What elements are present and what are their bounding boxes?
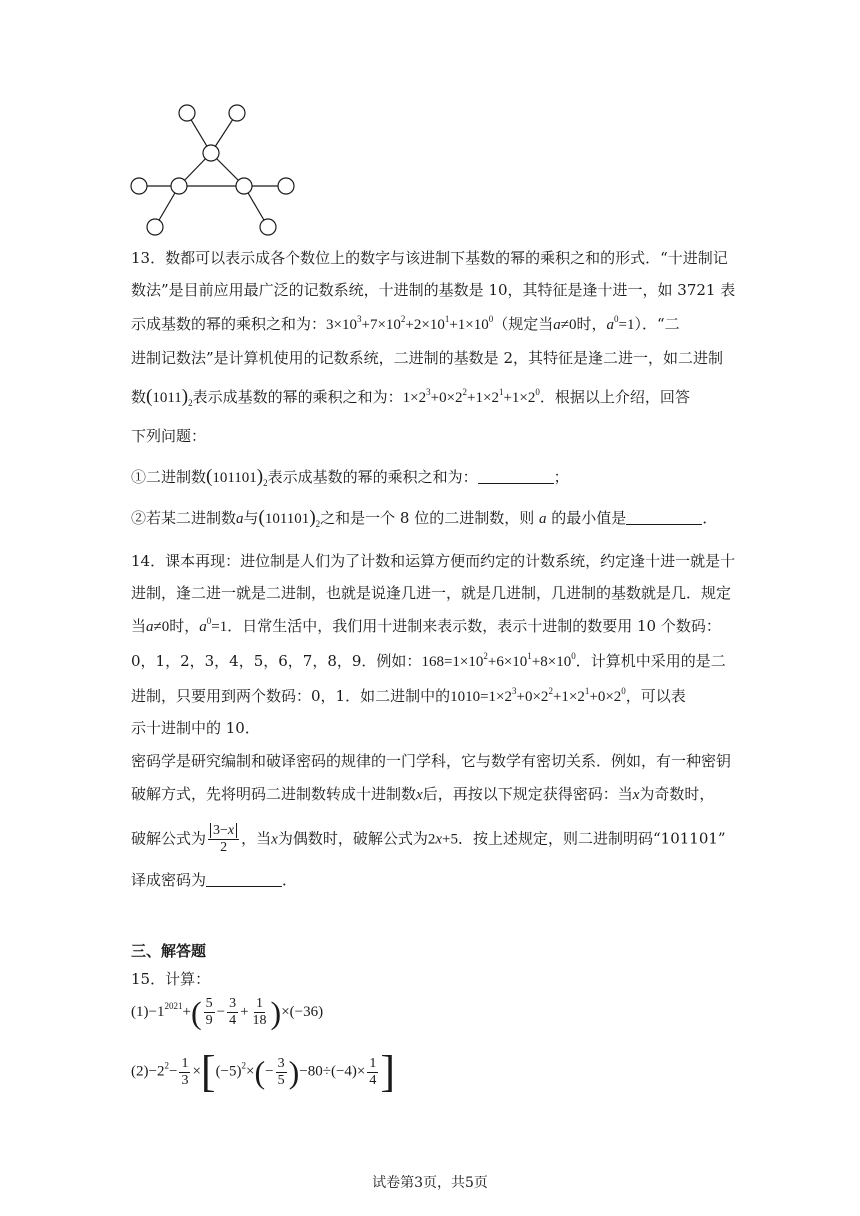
math-expression: x [632,787,640,803]
part-label: (1) [131,1003,149,1020]
graph-node [179,105,195,121]
graph-node [236,178,252,194]
q14-text: 破解方式，先将明码二进制数转成十进制数 [131,785,417,803]
q14-text: 进制，只要用到两个数码：0，1．如二进制中的 [131,687,451,705]
q13-text: 表示成基数的幂的乘积之和为： [192,388,403,406]
math-expression: a≠0 [146,619,170,635]
math-expression: $1010=1\times 2^3+0\times 2^2+1\times 2^1+0\times 2^0$ [450,686,626,705]
q13-text: 与 [243,509,259,527]
answer-blank[interactable] [206,872,282,887]
q14-line-5 [131,685,686,708]
graph-node [229,105,245,121]
q14-line-8 [131,783,714,806]
q13-text: 数 [131,388,147,406]
q13-text: 示成基数的幂的乘积之和为： [131,315,327,333]
q14-line-3 [131,615,721,638]
q13-text: ； [553,468,569,486]
graph-node [171,178,187,194]
page-footer: 试卷第3页，共5页 [372,1175,488,1191]
math-expression: 2x+5 [427,831,458,848]
fraction: $\frac{3-x}{2}$ [208,823,239,856]
math-expression: $3\times 10^3+7\times 10^2+2\times 10^1+1\times 10^0$ [326,314,494,333]
q14-text: ．日常生活中，我们用十进制来表示数，表示十进制的数要用 10 个数码： [227,617,721,635]
q14-text: 为奇数时， [639,785,715,803]
graph-node [260,219,276,235]
q13-text: （规定当 [493,315,554,333]
q13-text: 的最小值是 [551,509,627,527]
part-label: (2) [131,1063,149,1080]
q13-line-1: 13．数都可以表示成各个数位上的数字与该进制下基数的幂的乘积之和的形式．“十进制记 [131,249,728,267]
q13-sub-2 [131,507,717,530]
q14-text: 当 [131,617,147,635]
graph-node [203,145,219,161]
q14-text: 时， [169,617,200,635]
q13-text: 表示成基数的幂的乘积之和为： [267,468,478,486]
graph-node [147,219,163,235]
q13-line-2: 数法”是目前应用最广泛的记数系统，十进制的基数是 10，其特征是逢十进一，如 3721 表 [131,281,736,299]
q13-line-4: 进制记数法”是计算机使用的记数系统，二进制的基数是 2，其特征是逢二进一，如二进制 [131,349,723,367]
q14-text: ． [282,871,298,889]
q14-line-1: 14．课本再现：进位制是人们为了计数和运算方便而约定的计数系统，约定逢十进一就是十 [131,552,736,570]
graph-node [278,178,294,194]
q14-text: 为偶数时，破解公式为 [277,829,428,848]
math-expression: $1\times 2^3+0\times 2^2+1\times 2^1+1\times 2^0$ [402,387,540,406]
q14-text: 0，1，2，3，4，5，6，7，8，9．例如： [131,652,422,670]
q13-text: ． [702,509,718,527]
q14-text: ，可以表 [625,687,686,705]
answer-blank[interactable] [626,510,702,525]
math-expression: x [416,787,423,803]
math-expression: $a^0=1$ [199,616,228,635]
q13-sub-1 [131,466,569,489]
q13-text: ．根据以上介绍，回答 [539,388,690,406]
q13-text: 时， [576,315,607,333]
q14-text: 译成密码为 [131,871,207,889]
q14-text: 后，再按以下规定获得密码：当 [422,785,633,803]
math-expression: a [539,511,547,527]
q13-text: ①二进制数 [131,468,207,486]
answer-blank[interactable] [478,469,554,484]
math-expression: $a^0=1$ [606,314,635,333]
q14-line-7: 密码学是研究编制和破译密码的规律的一门学科，它与数学有密切关系．例如，有一种密钥 [131,752,732,770]
graph-figure [125,95,305,240]
q13-line-6: 下列问题： [131,427,207,445]
q15-part-1: $(1)-1^{2021}+$( $\frac{5}{9}$ − $\frac{3}{4}$ + $\frac{1}{18}$ )×(−36) [131,994,324,1031]
q13-line-3 [131,313,680,336]
q14-line-9 [131,823,726,856]
q13-text: ）．“二 [634,315,680,333]
q14-text: ．计算机中采用的是二 [575,652,726,670]
math-expression: $168=1\times 10^2+6\times 10^1+8\times 10^0$ [421,651,576,670]
math-expression: a [236,511,244,527]
math-expression: x [271,831,278,848]
q14-line-2: 进制，逢二进一就是二进制，也就是说逢几进一，就是几进制，几进制的基数就是几．规定 [131,584,732,602]
q14-line-4 [131,650,726,673]
q13-line-5 [131,386,690,409]
q13-text: ②若某二进制数 [131,509,237,527]
math-expression: $(1011)_2$ [146,386,193,408]
q14-line-10 [131,869,297,891]
graph-node [131,178,147,194]
section-title: 三、解答题 [131,942,207,960]
math-expression: $(101101)_2$ [206,466,268,488]
math-expression: a≠0 [553,317,577,333]
q14-text: 破解公式为 [131,829,207,848]
q15-title: 15．计算： [131,970,211,988]
q14-line-6: 示十进制中的 10． [131,719,260,737]
q15-part-2: $(2)-2^2-$ $\frac{1}{3}$ $\times[(-5)^2\times(-$ $\frac{3}{5}$ )−80÷(−4)× $\frac{1}{4}$ ] [131,1047,396,1096]
q14-text: ，当 [241,829,272,848]
q14-text: ．按上述规定，则二进制明码“101101” [457,829,726,848]
math-expression: $(101101)_2$ [258,507,321,529]
q13-text: 之和是一个 8 位的二进制数，则 [320,509,535,527]
